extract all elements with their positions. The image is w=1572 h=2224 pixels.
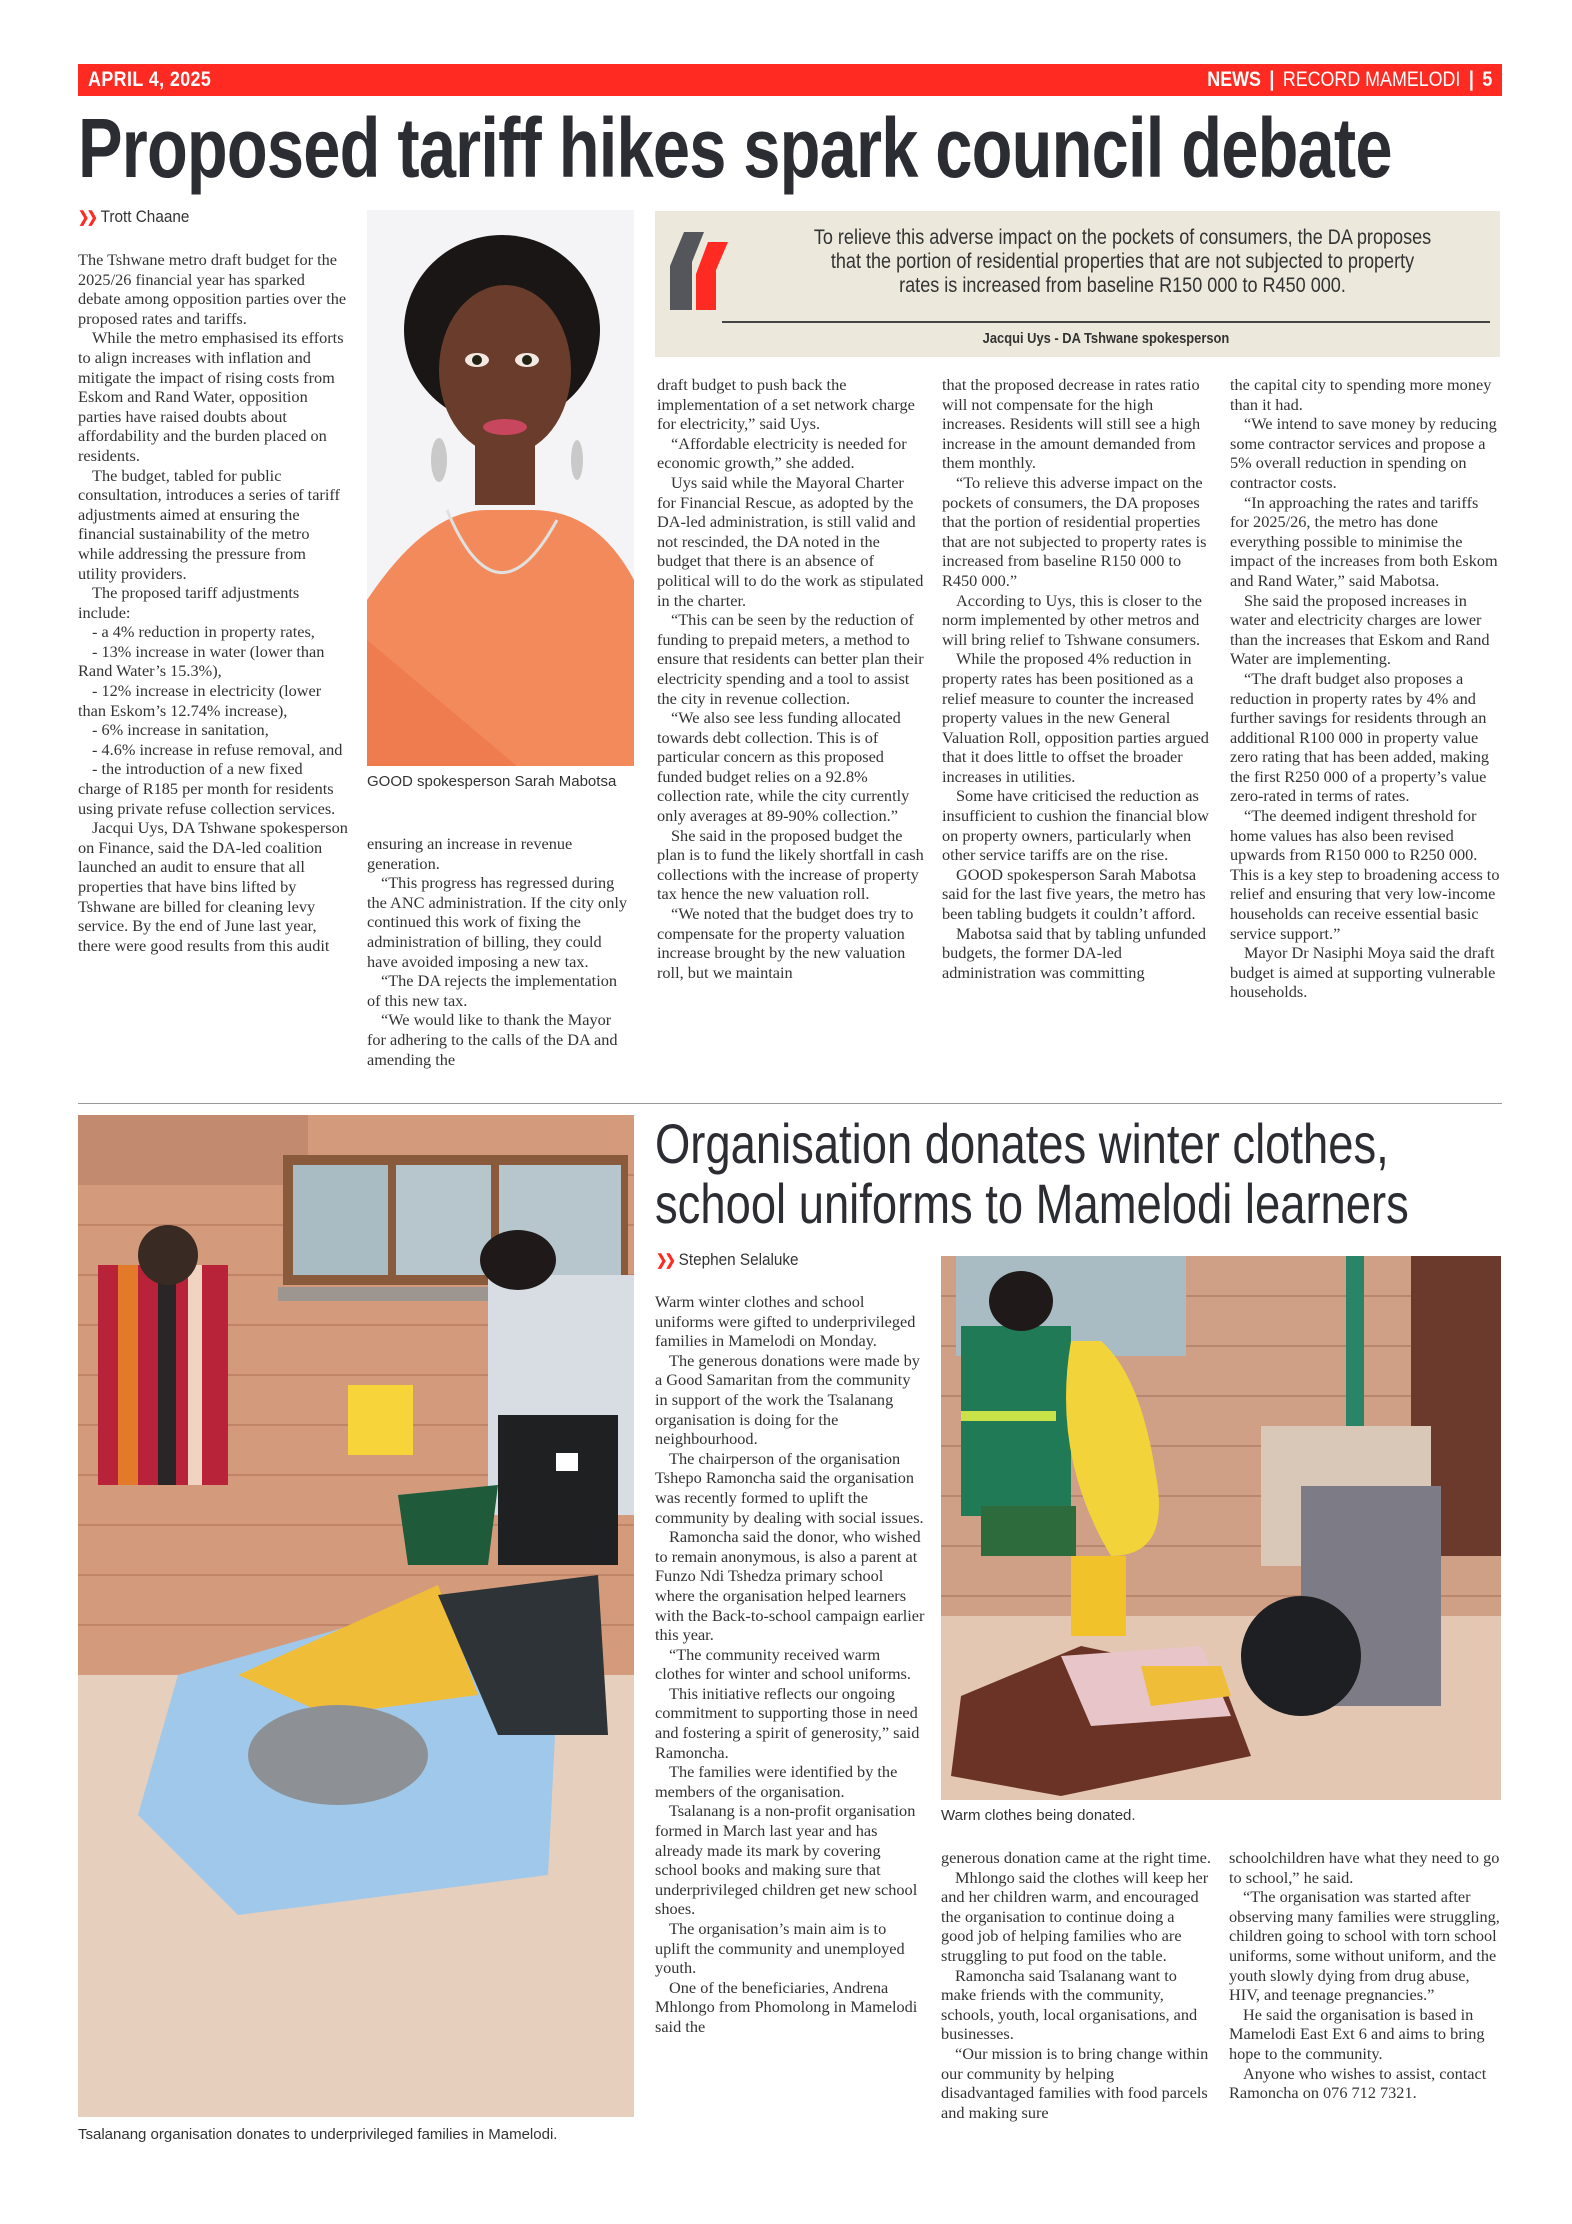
paragraph: While the proposed 4% reduction in property rates has been positioned as a relief measure to counter the increased property values in the new General Valuation Roll, opposition parties argued that it does little to offset the broader increases in utilities. (942, 649, 1209, 786)
photo2-caption: Warm clothes being donated. (941, 1807, 1136, 1824)
photo-donation-scene-2 (941, 1256, 1501, 1800)
article1-column-1 (78, 250, 348, 955)
paragraph: “To relieve this adverse impact on the pockets of consumers, the DA proposes that the portion of residential properties that are not subjected to property rates is increased from baseline R150 000 to R450 000.” (942, 472, 1207, 590)
paragraph: “In approaching the rates and tariffs for 2025/26, the metro has done everything possible to minimise the impact of the increases from both Eskom and Rand Water,” said Mabotsa. (1230, 492, 1498, 590)
paragraph: The generous donations were made by a Good Samaritan from the community in support of the work the Tsalanang organisation is doing for the neighbourhood. (655, 1350, 920, 1449)
paragraph: “The DA rejects the implementation of this new tax. (367, 971, 617, 1010)
double-chevron-icon: ❯❯ (78, 209, 96, 226)
paragraph: The Tshwane metro draft budget for the 2025/26 financial year has sparked debate among opposition parties over the proposed rates and tariffs. (78, 250, 347, 328)
portrait-illustration (367, 210, 634, 766)
paragraph: draft budget to push back the implementation of a set network charge for electricity,” said Uys. (657, 375, 915, 434)
author-name: Trott Chaane (100, 207, 190, 226)
section-label: NEWS (1206, 68, 1261, 91)
list-item: - 4.6% increase in refuse removal, and (92, 739, 343, 759)
page-header-bar (78, 64, 1502, 96)
paragraph: The organisation’s main aim is to uplift the community and unemployed youth. (655, 1919, 905, 1978)
photo-donation-scene-1 (78, 1115, 634, 2117)
paragraph: Ramoncha said Tsalanang want to make friends with the community, schools, youth, local organisations, and businesses. (941, 1965, 1198, 2044)
article2-column-3 (1229, 1848, 1501, 2103)
paragraph: “We intend to save money by reducing some contractor services and propose a 5% overall reduction in spending on contractor costs. (1230, 414, 1497, 492)
header-separator: | (1468, 68, 1474, 91)
paragraph: The families were identified by the members of the organisation. (655, 1762, 898, 1801)
portrait-photo-sarah-mabotsa (367, 210, 634, 766)
paragraph: The chairperson of the organisation Tshepo Ramoncha said the organisation was recently formed to uplift the community by dealing with social issues. (655, 1448, 924, 1527)
paragraph: “We noted that the budget does try to compensate for the property valuation increase brought by the new valuation roll, but we maintain (657, 904, 914, 982)
issue-date: APRIL 4, 2025 (88, 68, 212, 91)
photo1-caption: Tsalanang organisation donates to underprivileged families in Mamelodi. (78, 2126, 558, 2143)
portrait-caption: GOOD spokesperson Sarah Mabotsa (367, 773, 617, 790)
pull-quote-rule (722, 321, 1490, 323)
paragraph: Mayor Dr Nasiphi Moya said the draft budget is aimed at supporting vulnerable households. (1230, 943, 1496, 1002)
photo-illustration (941, 1256, 1501, 1800)
paragraph: “The community received warm clothes for winter and school uniforms. (655, 1644, 911, 1684)
paragraph: According to Uys, this is closer to the norm implemented by other metros and will bring relief to Tshwane consumers. (942, 590, 1202, 649)
article1-column-2 (367, 834, 634, 1069)
paragraph: “The organisation was started after observing many families were struggling, children going to school with torn school uniforms, some without uniform, and the youth slowly dying from drug abuse, HIV, and teenage pregnancies.” (1229, 1887, 1500, 2005)
paragraph: While the metro emphasised its efforts to align increases with inflation and mitigate the impact of rising costs from Eskom and Rand Water, opposition parties have raised doubts about affordability and the burden placed on residents. (78, 328, 344, 465)
paragraph: Mhlongo said the clothes will keep her and her children warm, and encouraged the organisation to continue doing a good job of helping families who are struggling to put food on the table. (941, 1867, 1209, 1965)
headline-line-1: Organisation donates winter clothes, (655, 1112, 1389, 1175)
paragraph: “The draft budget also proposes a reduction in property rates by 4% and further savings for residents through an additional R100 000 in property value zero rating that has been added, making the first R250 000 of a property’s value zero-rated in terms of rates. (1230, 668, 1490, 806)
quote-mark-icon (670, 222, 740, 312)
paragraph: Anyone who wishes to assist, contact Ramoncha on 076 712 7321. (1229, 2063, 1487, 2103)
paragraph: Tsalanang is a non-profit organisation formed in March last year and has already made its mark by covering school books and making sure that underprivileged children get new school shoes. (655, 1801, 918, 1919)
article-divider (78, 1103, 1502, 1104)
paragraph: Uys said while the Mayoral Charter for Financial Rescue, as adopted by the DA-led administration, is still valid and not rescinded, the DA noted in the budget that there is an absence of political will to do the work as stipulated in the charter. (657, 472, 924, 610)
author-name: Stephen Selaluke (678, 1250, 799, 1269)
paragraph: He said the organisation is based in Mamelodi East Ext 6 and aims to bring hope to the community. (1229, 2004, 1485, 2063)
paragraph: “We would like to thank the Mayor for adhering to the calls of the DA and amending the (367, 1010, 618, 1069)
paragraph: Mabotsa said that by tabling unfunded budgets, the former DA-led administration was committing (942, 923, 1207, 982)
paragraph: She said the proposed increases in water and electricity charges are lower than the increases that Eskom and Rand Water are implementing. (1230, 590, 1490, 669)
article2-headline (655, 1112, 1409, 1235)
paragraph: “Affordable electricity is needed for economic growth,” she added. (657, 433, 907, 473)
double-chevron-icon: ❯❯ (656, 1252, 674, 1269)
header-right (1207, 68, 1492, 92)
article2-column-1 (655, 1292, 925, 2037)
paragraph: “The deemed indigent threshold for home values has also been revised upwards from R150 000 to R250 000. This is a key step to broadening access to relief and ensuring that very low-income households can receive essential basic service support.” (1230, 806, 1500, 943)
paragraph: She said in the proposed budget the plan is to fund the likely shortfall in cash collections with the increase of property tax hence the new valuation roll. (657, 825, 924, 904)
article1-byline (78, 207, 189, 227)
article2-column-2 (941, 1848, 1211, 2122)
paragraph: Ramoncha said the donor, who wished to remain anonymous, is also a parent at Funzo Ndi Tshedza primary school where the organisation helped learners with the Back-to-school campaign earlier this year. (655, 1527, 925, 1645)
article1-column-5 (1230, 375, 1500, 1002)
paragraph: that the proposed decrease in rates ratio will not compensate for the high increases. Residents will still see a high increase in the amount demanded from them monthly. (942, 375, 1201, 473)
article2-byline (656, 1250, 799, 1270)
paragraph: Warm winter clothes and school uniforms were gifted to underprivileged families in Mamelodi on Monday. (655, 1292, 916, 1351)
article1-column-3 (657, 375, 925, 982)
paragraph: The budget, tabled for public consultation, introduces a series of tariff adjustments aimed at ensuring the financial sustainability of the metro while addressing the pressure from utility providers. (78, 465, 340, 583)
paragraph: The proposed tariff adjustments include: (78, 583, 300, 622)
paragraph: the capital city to spending more money than it had. (1230, 375, 1492, 414)
paragraph: This initiative reflects our ongoing commitment to supporting those in need and fostering a spirit of generosity,” said Ramoncha. (655, 1683, 920, 1762)
paragraph: schoolchildren have what they need to go to school,” he said. (1229, 1848, 1500, 1887)
paragraph: “This can be seen by the reduction of funding to prepaid meters, a method to ensure that residents can better plan their electricity spending and a tool to assist the city in revenue collection. (657, 610, 924, 708)
list-item: - a 4% reduction in property rates, (92, 622, 315, 642)
paragraph: generous donation came at the right time. (941, 1848, 1211, 1867)
paragraph: “We also see less funding allocated towards debt collection. This is of particular concern as this proposed funded budget relies on a 92.8% collection rate, while the city currently only averages at 89-90% collection.” (657, 708, 910, 826)
pull-quote-text: To relieve this adverse impact on the pockets of consumers, the DA proposes that the portion of residential properties that are not subjected to property rates is increased from baseline R150 000 to R450 000. (813, 226, 1432, 297)
paragraph: GOOD spokesperson Sarah Mabotsa said for the last five years, the metro has been tabling budgets it couldn’t afford. (942, 864, 1206, 924)
paragraph: Some have criticised the reduction as insufficient to cushion the financial blow on property owners, particularly when other service tariffs are on the rise. (942, 786, 1209, 865)
photo-illustration (78, 1115, 634, 2117)
article1-headline: Proposed tariff hikes spark council debate (78, 101, 1392, 195)
header-separator: | (1269, 68, 1275, 91)
paragraph: One of the beneficiaries, Andrena Mhlongo from Phomolong in Mamelodi said the (655, 1977, 918, 2036)
publication-name: RECORD MAMELODI (1282, 68, 1461, 91)
article1-column-4 (942, 375, 1210, 982)
headline-line-2: school uniforms to Mamelodi learners (655, 1172, 1409, 1235)
list-item: - 13% increase in water (lower than Rand Water’s 15.3%), (78, 641, 325, 681)
paragraph: Jacqui Uys, DA Tshwane spokesperson on Finance, said the DA-led coalition launched an audit to ensure that all properties that have bins lifted by Tshwane are billed for cleaning levy service. By the end of June last year, there were good results from this audit (78, 818, 348, 955)
list-item: - 12% increase in electricity (lower than Eskom’s 12.74% increase), (78, 681, 322, 720)
page-number: 5 (1482, 68, 1492, 91)
list-item: - 6% increase in sanitation, (92, 720, 269, 740)
paragraph: “This progress has regressed during the ANC administration. If the city only continued this work of fixing the administration of billing, they could have avoided imposing a new tax. (367, 873, 628, 971)
paragraph: ensuring an increase in revenue generation. (367, 834, 573, 873)
list-item: - the introduction of a new fixed charge of R185 per month for residents using private refuse collection services. (78, 759, 336, 818)
paragraph: “Our mission is to bring change within our community by helping disadvantaged families with food parcels and making sure (941, 2043, 1209, 2122)
pull-quote-attribution: Jacqui Uys - DA Tshwane spokesperson (982, 330, 1230, 347)
